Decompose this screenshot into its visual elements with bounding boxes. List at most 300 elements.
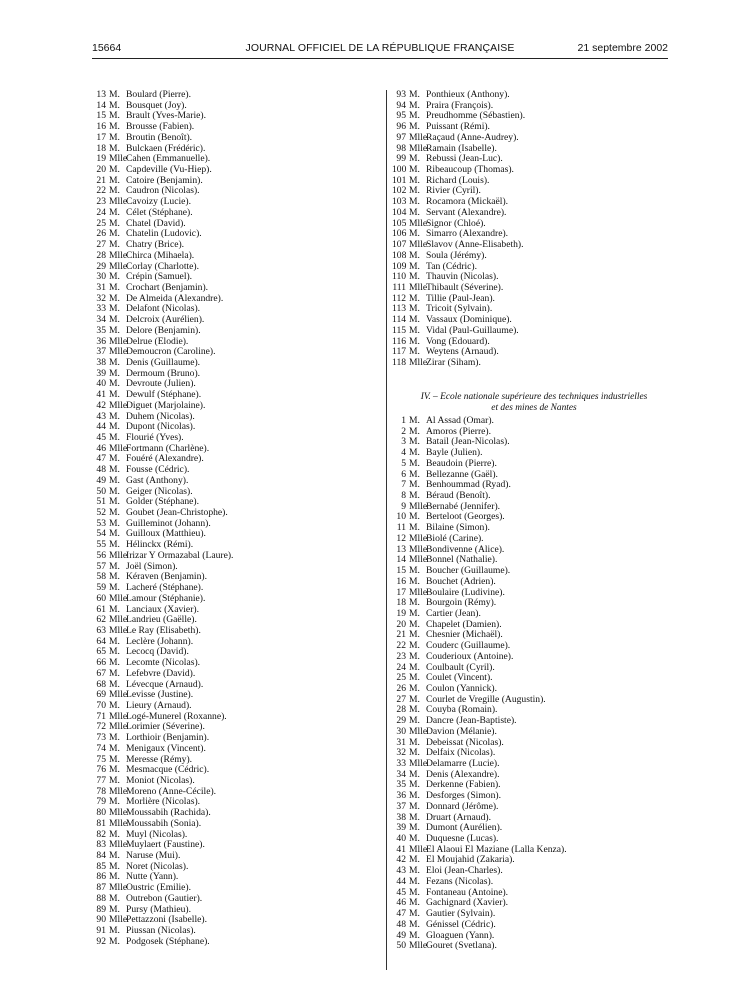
entry-number: 60 <box>96 592 106 604</box>
entry-number: 5 <box>401 457 406 469</box>
entry-title: Mlle <box>409 239 428 251</box>
entry-title: M. <box>109 925 120 937</box>
entry-name: Bilaine (Simon). <box>426 522 490 534</box>
entry-name: Corlay (Charlotte). <box>126 260 199 272</box>
entry-title: M. <box>409 693 420 705</box>
entry-name: Dewulf (Stéphane). <box>126 389 202 401</box>
entry-number: 88 <box>96 892 106 904</box>
entry-title: M. <box>409 153 420 165</box>
entry-title: M. <box>109 667 120 679</box>
entry-number: 80 <box>96 807 106 819</box>
entry-title: M. <box>109 742 120 754</box>
entry-title: M. <box>109 110 120 122</box>
entry-number: 39 <box>96 367 106 379</box>
entry-name: Cahen (Emmanuelle). <box>126 153 211 165</box>
entry-number: 96 <box>396 121 406 133</box>
entry-number: 48 <box>396 918 406 930</box>
entry-title: Mlle <box>109 914 128 926</box>
entry-number: 102 <box>392 185 407 197</box>
list-item <box>392 920 682 931</box>
entry-name: Chatel (David). <box>126 217 186 229</box>
entry-name: Ribeaucoup (Thomas). <box>426 164 514 176</box>
entry-name: Davion (Mélanie). <box>426 725 497 737</box>
entry-number: 28 <box>396 704 406 716</box>
entry-number: 37 <box>396 800 406 812</box>
entry-number: 31 <box>396 736 406 748</box>
entry-title: M. <box>109 356 120 368</box>
entry-number: 65 <box>96 646 106 658</box>
entry-number: 18 <box>396 597 406 609</box>
entry-title: M. <box>109 99 120 111</box>
entry-name: Catoire (Benjamin). <box>126 174 203 186</box>
entry-title: M. <box>409 597 420 609</box>
entry-title: M. <box>409 206 420 218</box>
list-item <box>392 577 682 588</box>
entry-name: Bouchet (Adrien). <box>426 575 496 587</box>
entry-name: Célet (Stéphane). <box>126 206 193 218</box>
entry-title: Mlle <box>409 586 428 598</box>
entry-title: M. <box>109 892 120 904</box>
entry-name: Desforges (Simon). <box>426 790 501 802</box>
entry-number: 29 <box>96 260 106 272</box>
entry-name: Demoucron (Caroline). <box>126 346 216 358</box>
entry-title: M. <box>109 206 120 218</box>
entry-title: Mlle <box>109 399 128 411</box>
entry-name: Lieury (Arnaud). <box>126 699 192 711</box>
entry-number: 36 <box>396 790 406 802</box>
entry-number: 15 <box>96 110 106 122</box>
entry-title: M. <box>409 303 420 315</box>
entry-name: Slavov (Anne-Elisabeth). <box>426 239 524 251</box>
entry-name: Dupont (Nicolas). <box>126 421 196 433</box>
list-item <box>392 727 682 738</box>
entry-title: M. <box>109 453 120 465</box>
entry-name: Génissel (Cédric). <box>426 918 496 930</box>
entry-title: M. <box>409 640 420 652</box>
entry-name: Gast (Anthony). <box>126 474 189 486</box>
entry-name: Guilleminot (Johann). <box>126 517 211 529</box>
entry-name: Ramain (Isabelle). <box>426 142 497 154</box>
entry-number: 93 <box>396 89 406 100</box>
entry-name: Bourgoin (Rémy). <box>426 597 497 609</box>
entry-name: Chesnier (Michaël). <box>426 629 503 641</box>
entry-title: Mlle <box>109 624 128 636</box>
entry-name: Weytens (Arnaud). <box>426 346 499 358</box>
entry-title: Mlle <box>109 260 128 272</box>
entry-name: Beaudoin (Pierre). <box>426 457 497 469</box>
entry-name: Rebussi (Jean-Luc). <box>426 153 503 165</box>
entry-title: M. <box>109 935 120 947</box>
entry-name: Menigaux (Vincent). <box>126 742 206 754</box>
entry-number: 24 <box>96 206 106 218</box>
entry-number: 42 <box>96 399 106 411</box>
entry-title: M. <box>109 292 120 304</box>
entry-number: 30 <box>396 725 406 737</box>
entry-number: 46 <box>96 442 106 454</box>
entry-number: 118 <box>392 356 407 368</box>
entry-title: M. <box>109 528 120 540</box>
entry-name: Boulard (Pierre). <box>126 89 192 100</box>
entry-name: Devroute (Julien). <box>126 378 196 390</box>
entry-number: 95 <box>396 110 406 122</box>
entry-number: 17 <box>96 131 106 143</box>
entry-title: M. <box>109 142 120 154</box>
entry-title: M. <box>109 464 120 476</box>
entry-title: M. <box>409 260 420 272</box>
entry-number: 50 <box>396 940 406 952</box>
list-item <box>92 476 382 487</box>
entry-number: 68 <box>96 678 106 690</box>
entry-name: Donnard (Jérôme). <box>426 800 499 812</box>
entry-title: M. <box>109 421 120 433</box>
entry-title: M. <box>409 174 420 186</box>
entry-number: 72 <box>96 721 106 733</box>
entry-number: 103 <box>392 196 407 208</box>
entry-title: M. <box>109 517 120 529</box>
entry-name: Flourié (Yves). <box>126 432 184 443</box>
entry-number: 31 <box>96 281 106 293</box>
entry-name: Levisse (Justine). <box>126 689 194 701</box>
entry-name: Courlet de Vregille (Augustin). <box>426 693 546 705</box>
entry-number: 115 <box>392 324 407 336</box>
entry-title: M. <box>409 468 420 480</box>
entry-number: 11 <box>396 522 406 534</box>
entry-number: 66 <box>96 657 106 669</box>
entry-title: M. <box>409 447 420 459</box>
list-item <box>392 652 682 663</box>
entry-title: M. <box>409 875 420 887</box>
entry-title: M. <box>409 929 420 941</box>
entry-title: Mlle <box>409 725 428 737</box>
entry-name: Outrebon (Gautier). <box>126 892 203 904</box>
entry-title: M. <box>109 432 120 443</box>
entry-name: Bernabé (Jennifer). <box>426 500 501 512</box>
entry-name: Al Assad (Omar). <box>426 415 494 426</box>
entry-name: Dancre (Jean-Baptiste). <box>426 715 517 727</box>
entry-name: Richard (Louis). <box>426 174 490 186</box>
entry-name: Fezans (Nicolas). <box>426 875 494 887</box>
entry-name: Brault (Yves-Marie). <box>126 110 207 122</box>
entry-name: Rocamora (Mickaël). <box>426 196 509 208</box>
entry-name: Moussabih (Sonia). <box>126 817 202 829</box>
entry-title: M. <box>109 732 120 744</box>
entry-number: 117 <box>392 346 407 358</box>
entry-number: 55 <box>96 539 106 551</box>
entry-number: 37 <box>96 346 106 358</box>
entry-name: Bellezanne (Gaël). <box>426 468 498 480</box>
entry-title: M. <box>409 897 420 909</box>
entry-name: Lefebvre (David). <box>126 667 196 679</box>
column-divider <box>386 90 387 970</box>
entry-name: Cartier (Jean). <box>426 607 481 619</box>
entry-number: 26 <box>396 682 406 694</box>
entry-title: M. <box>409 650 420 662</box>
entry-number: 51 <box>96 496 106 508</box>
entry-number: 22 <box>96 185 106 197</box>
entry-name: Bondivenne (Alice). <box>426 543 505 555</box>
entry-number: 91 <box>96 925 106 937</box>
entry-title: Mlle <box>409 356 428 368</box>
entry-title: M. <box>109 775 120 786</box>
entry-number: 49 <box>396 929 406 941</box>
entry-title: Mlle <box>409 843 428 855</box>
entry-title: M. <box>409 565 420 577</box>
entry-title: M. <box>109 164 120 176</box>
entry-number: 25 <box>396 672 406 684</box>
entry-number: 22 <box>396 640 406 652</box>
entry-title: M. <box>109 281 120 293</box>
entry-number: 34 <box>96 314 106 326</box>
entry-name: Lecocq (David). <box>126 646 189 658</box>
entry-title: M. <box>409 865 420 877</box>
entry-number: 112 <box>392 292 407 304</box>
entry-name: Fousse (Cédric). <box>126 464 190 476</box>
entry-name: Tillie (Paul-Jean). <box>426 292 495 304</box>
entry-name: Cavoizy (Lucie). <box>126 196 191 208</box>
entry-name: Nutte (Yann). <box>126 871 179 883</box>
entry-name: Crépin (Samuel). <box>126 271 193 283</box>
entry-name: Puissant (Rémi). <box>426 121 490 133</box>
entry-title: M. <box>409 672 420 684</box>
entry-name: Noret (Nicolas). <box>126 860 189 872</box>
entry-number: 107 <box>392 239 407 251</box>
journal-title: JOURNAL OFFICIEL DE LA RÉPUBLIQUE FRANÇAISE <box>245 42 515 54</box>
entry-name: Béraud (Benoît). <box>426 490 491 502</box>
entry-number: 79 <box>96 796 106 808</box>
entry-name: Ponthieux (Anthony). <box>426 89 510 100</box>
entry-number: 6 <box>401 468 406 480</box>
entry-number: 43 <box>396 865 406 877</box>
entry-number: 57 <box>96 560 106 572</box>
list-item <box>92 669 382 680</box>
entry-title: Mlle <box>109 785 128 797</box>
entry-name: Delore (Benjamin). <box>126 324 201 336</box>
entry-number: 46 <box>396 897 406 909</box>
entry-number: 45 <box>96 432 106 443</box>
entry-title: Mlle <box>409 142 428 154</box>
entry-name: Morlière (Nicolas). <box>126 796 201 808</box>
entry-name: Denis (Alexandre). <box>426 768 500 780</box>
entry-name: Gloaguen (Yann). <box>426 929 495 941</box>
entry-number: 3 <box>401 436 406 448</box>
entry-number: 41 <box>96 389 106 401</box>
entry-number: 4 <box>401 447 406 459</box>
entry-title: M. <box>109 378 120 390</box>
entry-name: Podgosek (Stéphane). <box>126 935 210 947</box>
entry-name: Chatry (Brice). <box>126 239 185 251</box>
entry-number: 74 <box>96 742 106 754</box>
entry-number: 7 <box>401 479 406 491</box>
entry-title: M. <box>109 485 120 497</box>
entry-number: 87 <box>96 882 106 894</box>
entry-name: Couderioux (Antoine). <box>426 650 514 662</box>
entry-name: Delfaix (Nicolas). <box>426 747 496 759</box>
header-rule <box>92 58 668 59</box>
entry-name: Gachignard (Xavier). <box>426 897 509 909</box>
entry-title: M. <box>109 228 120 240</box>
entry-number: 63 <box>96 624 106 636</box>
entry-title: M. <box>409 228 420 240</box>
entry-name: Zirar (Siham). <box>426 356 481 368</box>
entry-title: M. <box>409 457 420 469</box>
entry-number: 17 <box>396 586 406 598</box>
entry-number: 27 <box>396 693 406 705</box>
entry-name: Moniot (Nicolas). <box>126 775 195 786</box>
entry-number: 41 <box>396 843 406 855</box>
entry-number: 108 <box>392 249 407 261</box>
entry-name: Soula (Jérémy). <box>426 249 487 261</box>
entry-number: 21 <box>396 629 406 641</box>
entry-number: 45 <box>396 886 406 898</box>
entry-number: 70 <box>96 699 106 711</box>
entry-title: Mlle <box>109 442 128 454</box>
entry-number: 27 <box>96 239 106 251</box>
entry-title: M. <box>409 908 420 920</box>
entry-name: Kéraven (Benjamin). <box>126 571 207 583</box>
entry-name: Muylaert (Faustine). <box>126 839 205 851</box>
entry-title: Mlle <box>109 592 128 604</box>
entry-title: Mlle <box>409 758 428 769</box>
entry-number: 83 <box>96 839 106 851</box>
entry-title: M. <box>409 854 420 866</box>
entry-name: Dumont (Aurélien). <box>426 822 503 834</box>
entry-number: 14 <box>396 554 406 566</box>
entry-title: M. <box>109 324 120 336</box>
right-top-column <box>392 90 682 369</box>
entry-number: 24 <box>396 661 406 673</box>
entry-name: Bousquet (Joy). <box>126 99 187 111</box>
entry-title: Mlle <box>409 217 428 229</box>
entry-title: M. <box>409 99 420 111</box>
entry-title: M. <box>109 389 120 401</box>
entry-name: Naruse (Mui). <box>126 850 181 862</box>
entry-title: M. <box>109 796 120 808</box>
entry-title: M. <box>109 314 120 326</box>
entry-number: 33 <box>96 303 106 315</box>
entry-number: 98 <box>396 142 406 154</box>
entry-number: 82 <box>96 828 106 840</box>
entry-number: 35 <box>96 324 106 336</box>
list-item <box>392 358 682 369</box>
entry-name: Coulet (Vincent). <box>426 672 493 684</box>
entry-name: Mesmacque (Cédric). <box>126 764 210 776</box>
entry-title: M. <box>409 185 420 197</box>
entry-title: M. <box>109 174 120 186</box>
entry-number: 32 <box>96 292 106 304</box>
entry-number: 14 <box>96 99 106 111</box>
entry-title: M. <box>409 833 420 845</box>
entry-title: M. <box>409 314 420 326</box>
entry-title: M. <box>409 618 420 630</box>
entry-title: M. <box>409 490 420 502</box>
entry-number: 90 <box>96 914 106 926</box>
entry-number: 100 <box>392 164 407 176</box>
entry-title: M. <box>109 582 120 594</box>
entry-title: M. <box>109 539 120 551</box>
entry-number: 81 <box>96 817 106 829</box>
entry-title: M. <box>109 560 120 572</box>
entry-number: 35 <box>396 779 406 791</box>
entry-title: M. <box>409 790 420 802</box>
entry-number: 89 <box>96 903 106 915</box>
entry-number: 25 <box>96 217 106 229</box>
entry-title: M. <box>409 629 420 641</box>
list-item <box>392 326 682 337</box>
entry-number: 77 <box>96 775 106 786</box>
list-item <box>392 251 682 262</box>
entry-name: Coulon (Yannick). <box>426 682 497 694</box>
entry-name: Thauvin (Nicolas). <box>426 271 499 283</box>
entry-title: Mlle <box>109 721 128 733</box>
entry-title: M. <box>409 415 420 426</box>
entry-title: M. <box>409 121 420 133</box>
entry-name: Boucher (Guillaume). <box>426 565 511 577</box>
entry-name: Batail (Jean-Nicolas). <box>426 436 510 448</box>
entry-name: Vassaux (Dominique). <box>426 314 512 326</box>
entry-title: Mlle <box>409 532 428 544</box>
entry-name: Broutin (Benoît). <box>126 131 193 143</box>
entry-number: 73 <box>96 732 106 744</box>
entry-name: Simarro (Alexandre). <box>426 228 509 240</box>
entry-number: 42 <box>396 854 406 866</box>
entry-name: Muyl (Nicolas). <box>126 828 188 840</box>
entry-number: 105 <box>392 217 407 229</box>
entry-name: Chatelin (Ludovic). <box>126 228 202 240</box>
entry-number: 58 <box>96 571 106 583</box>
entry-name: El Moujahid (Zakaria). <box>426 854 515 866</box>
entry-title: M. <box>409 292 420 304</box>
entry-number: 49 <box>96 474 106 486</box>
entry-name: Biolé (Carine). <box>426 532 484 544</box>
entry-number: 43 <box>96 410 106 422</box>
entry-number: 62 <box>96 614 106 626</box>
entry-name: Lecomte (Nicolas). <box>126 657 201 669</box>
entry-title: M. <box>409 522 420 534</box>
entry-number: 33 <box>396 758 406 769</box>
entry-name: Lanciaux (Xavier). <box>126 603 199 615</box>
entry-title: M. <box>109 303 120 315</box>
entry-title: M. <box>109 131 120 143</box>
entry-number: 40 <box>96 378 106 390</box>
entry-title: M. <box>409 271 420 283</box>
entry-number: 76 <box>96 764 106 776</box>
entry-number: 20 <box>396 618 406 630</box>
entry-title: M. <box>409 607 420 619</box>
entry-title: Mlle <box>409 281 428 293</box>
entry-name: Moreno (Anne-Cécile). <box>126 785 217 797</box>
entry-name: Signor (Chloé). <box>426 217 486 229</box>
entry-number: 69 <box>96 689 106 701</box>
entry-name: Berteloot (Georges). <box>426 511 505 523</box>
entry-number: 84 <box>96 850 106 862</box>
entry-name: Joël (Simon). <box>126 560 178 572</box>
entry-number: 94 <box>396 99 406 111</box>
entry-number: 19 <box>96 153 106 165</box>
entry-title: M. <box>109 271 120 283</box>
list-item <box>92 133 382 144</box>
entry-number: 1 <box>401 415 406 426</box>
entry-title: M. <box>109 646 120 658</box>
entry-number: 18 <box>96 142 106 154</box>
entry-title: Mlle <box>409 554 428 566</box>
entry-number: 114 <box>392 314 407 326</box>
entry-number: 71 <box>96 710 106 722</box>
entry-title: M. <box>109 828 120 840</box>
entry-number: 8 <box>401 490 406 502</box>
entry-name: Coulbault (Cyril). <box>426 661 495 673</box>
entry-number: 9 <box>401 500 406 512</box>
entry-name: Duhem (Nicolas). <box>126 410 195 422</box>
